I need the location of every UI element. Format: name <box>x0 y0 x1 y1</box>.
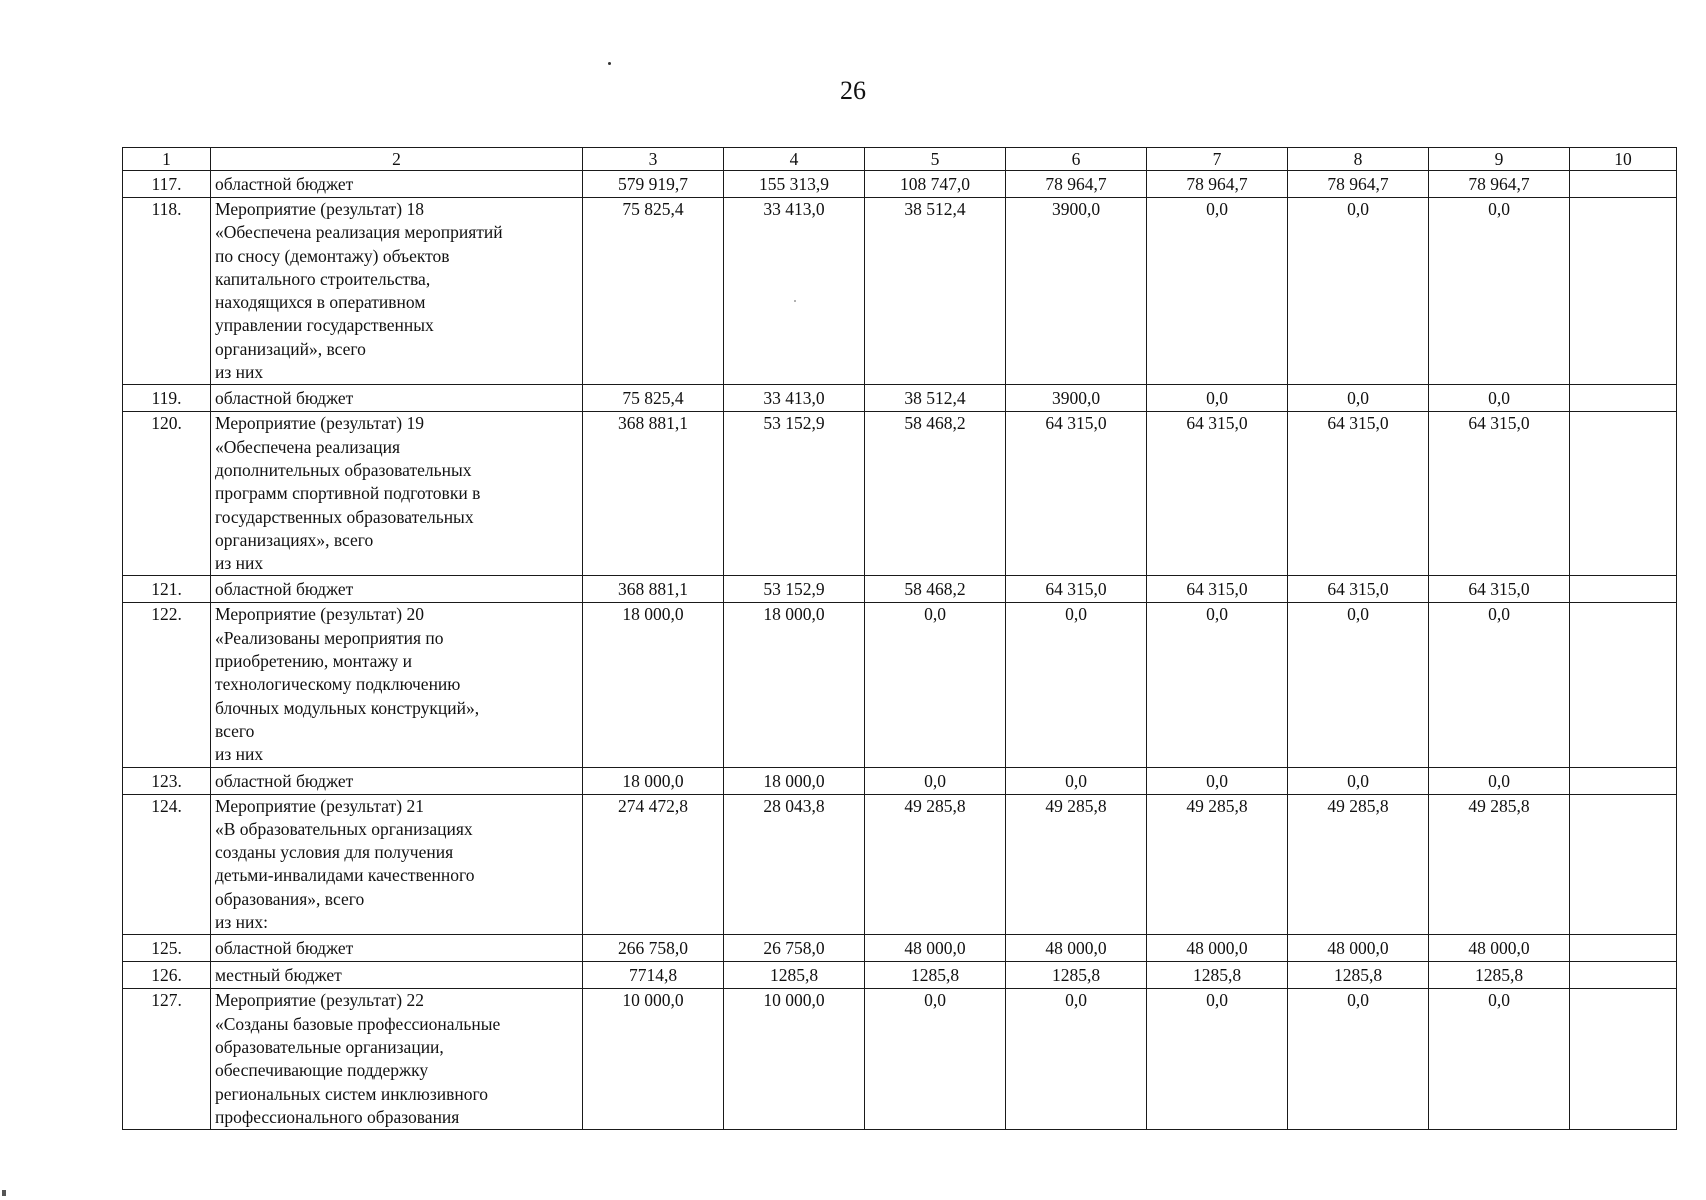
value-cell: 266 758,0 <box>583 935 724 962</box>
value-cell: 0,0 <box>1147 603 1288 767</box>
value-cell: 78 964,7 <box>1429 171 1570 198</box>
row-description <box>211 412 583 576</box>
value-cell: 33 413,0 <box>724 385 865 412</box>
table-row <box>123 767 1677 794</box>
row-number: 119. <box>123 385 211 412</box>
value-cell: 49 285,8 <box>1006 794 1147 935</box>
description-line: Мероприятие (результат) 18 <box>215 199 424 219</box>
value-cell: 48 000,0 <box>1006 935 1147 962</box>
description-line: региональных систем инклюзивного <box>215 1083 489 1104</box>
description-line: профессионального образования <box>215 1106 460 1127</box>
column-header: 4 <box>724 148 865 171</box>
value-cell: 0,0 <box>865 767 1006 794</box>
description-line: приобретению, монтажу и <box>215 651 413 672</box>
value-cell: 58 468,2 <box>865 576 1006 603</box>
value-cell: 0,0 <box>865 989 1006 1130</box>
value-cell: 108 747,0 <box>865 171 1006 198</box>
value-cell: 0,0 <box>1429 989 1570 1130</box>
description-line: из них: <box>215 912 268 933</box>
value-cell: 49 285,8 <box>865 794 1006 935</box>
description-line: «Созданы базовые профессиональные <box>215 1013 501 1034</box>
description-line: областной бюджет <box>215 579 354 600</box>
table-body <box>123 148 1677 1130</box>
value-cell: 0,0 <box>1429 198 1570 385</box>
value-cell <box>1570 412 1677 576</box>
row-number: 120. <box>123 412 211 576</box>
value-cell <box>1570 385 1677 412</box>
description-line: блочных модульных конструкций», <box>215 697 480 718</box>
row-number: 123. <box>123 767 211 794</box>
description-line: «Обеспечена реализация <box>215 436 401 457</box>
value-cell: 0,0 <box>1147 385 1288 412</box>
description-line: «Реализованы мероприятия по <box>215 627 444 648</box>
value-cell: 48 000,0 <box>1429 935 1570 962</box>
value-cell: 48 000,0 <box>1147 935 1288 962</box>
value-cell: 10 000,0 <box>583 989 724 1130</box>
value-cell: 48 000,0 <box>1288 935 1429 962</box>
row-number: 126. <box>123 962 211 989</box>
value-cell: 0,0 <box>865 603 1006 767</box>
row-description <box>211 935 583 962</box>
value-cell <box>1570 171 1677 198</box>
value-cell: 0,0 <box>1006 767 1147 794</box>
description-line: капитального строительства, <box>215 268 431 289</box>
description-line: государственных образовательных <box>215 506 474 527</box>
value-cell: 53 152,9 <box>724 576 865 603</box>
description-line: технологическому подключению <box>215 674 461 695</box>
value-cell: 1285,8 <box>1288 962 1429 989</box>
description-line: организаций», всего <box>215 338 366 359</box>
value-cell <box>1570 576 1677 603</box>
column-header: 10 <box>1570 148 1677 171</box>
value-cell: 49 285,8 <box>1288 794 1429 935</box>
page-number: 26 <box>840 76 866 105</box>
table-row <box>123 989 1677 1130</box>
value-cell: 78 964,7 <box>1147 171 1288 198</box>
table-row <box>123 198 1677 385</box>
description-line: Мероприятие (результат) 22 <box>215 990 424 1011</box>
row-description <box>211 198 583 385</box>
value-cell: 0,0 <box>1147 989 1288 1130</box>
value-cell: 38 512,4 <box>865 198 1006 385</box>
row-description <box>211 767 583 794</box>
row-number: 127. <box>123 989 211 1130</box>
description-line: управлении государственных <box>215 315 434 336</box>
value-cell: 1285,8 <box>1006 962 1147 989</box>
description-line: областной бюджет <box>215 388 354 409</box>
value-cell: 0,0 <box>1288 385 1429 412</box>
value-cell <box>1570 935 1677 962</box>
value-cell: 78 964,7 <box>1288 171 1429 198</box>
description-line: детьми-инвалидами качественного <box>215 865 475 886</box>
description-line: Мероприятие (результат) 20 <box>215 604 424 625</box>
value-cell: 1285,8 <box>724 962 865 989</box>
description-line: всего <box>215 720 255 741</box>
table-row <box>123 412 1677 576</box>
value-cell: 78 964,7 <box>1006 171 1147 198</box>
column-header: 6 <box>1006 148 1147 171</box>
row-number: 122. <box>123 603 211 767</box>
value-cell: 155 313,9 <box>724 171 865 198</box>
table-row <box>123 385 1677 412</box>
row-description <box>211 794 583 935</box>
value-cell: 0,0 <box>1429 767 1570 794</box>
value-cell: 64 315,0 <box>1429 412 1570 576</box>
value-cell: 75 825,4 <box>583 385 724 412</box>
header-row <box>123 148 1677 171</box>
row-description <box>211 385 583 412</box>
value-cell: 18 000,0 <box>724 767 865 794</box>
value-cell: 0,0 <box>1288 767 1429 794</box>
column-header: 1 <box>123 148 211 171</box>
column-header: 5 <box>865 148 1006 171</box>
table-row <box>123 794 1677 935</box>
table-row <box>123 603 1677 767</box>
row-description <box>211 962 583 989</box>
value-cell <box>1570 603 1677 767</box>
value-cell: 64 315,0 <box>1147 576 1288 603</box>
description-line: «Обеспечена реализация мероприятий <box>215 222 503 243</box>
description-line: программ спортивной подготовки в <box>215 483 481 504</box>
value-cell: 26 758,0 <box>724 935 865 962</box>
column-header: 2 <box>211 148 583 171</box>
value-cell: 1285,8 <box>865 962 1006 989</box>
row-number: 121. <box>123 576 211 603</box>
value-cell: 7714,8 <box>583 962 724 989</box>
value-cell <box>1570 989 1677 1130</box>
scan-edge-mark <box>2 1190 6 1196</box>
row-description <box>211 171 583 198</box>
description-line: «В образовательных организациях <box>215 818 473 839</box>
row-description <box>211 603 583 767</box>
value-cell: 0,0 <box>1147 198 1288 385</box>
description-line: из них <box>215 744 264 765</box>
column-header: 7 <box>1147 148 1288 171</box>
value-cell: 368 881,1 <box>583 576 724 603</box>
value-cell: 64 315,0 <box>1288 412 1429 576</box>
column-header: 3 <box>583 148 724 171</box>
value-cell: 28 043,8 <box>724 794 865 935</box>
value-cell: 0,0 <box>1288 989 1429 1130</box>
column-header: 8 <box>1288 148 1429 171</box>
value-cell: 3900,0 <box>1006 385 1147 412</box>
table-row <box>123 576 1677 603</box>
description-line: образовательные организации, <box>215 1036 444 1057</box>
value-cell: 10 000,0 <box>724 989 865 1130</box>
value-cell: 18 000,0 <box>583 767 724 794</box>
value-cell: 49 285,8 <box>1429 794 1570 935</box>
value-cell: 64 315,0 <box>1147 412 1288 576</box>
value-cell: 18 000,0 <box>724 603 865 767</box>
value-cell: 0,0 <box>1288 198 1429 385</box>
description-line: образования», всего <box>215 888 365 909</box>
description-line: из них <box>215 362 264 383</box>
value-cell <box>1570 962 1677 989</box>
value-cell <box>1570 794 1677 935</box>
value-cell: 579 919,7 <box>583 171 724 198</box>
value-cell: 58 468,2 <box>865 412 1006 576</box>
row-description <box>211 576 583 603</box>
scan-speck <box>608 62 611 65</box>
table-row <box>123 171 1677 198</box>
value-cell: 0,0 <box>1006 603 1147 767</box>
value-cell: 48 000,0 <box>865 935 1006 962</box>
description-line: областной бюджет <box>215 174 354 194</box>
row-number: 125. <box>123 935 211 962</box>
description-line: Мероприятие (результат) 19 <box>215 413 424 434</box>
value-cell <box>1570 198 1677 385</box>
value-cell: 0,0 <box>1429 385 1570 412</box>
row-description <box>211 989 583 1130</box>
description-line: по сносу (демонтажу) объектов <box>215 245 450 266</box>
value-cell: 1285,8 <box>1147 962 1288 989</box>
description-line: из них <box>215 553 264 574</box>
budget-table <box>122 147 1677 1130</box>
value-cell: 64 315,0 <box>1429 576 1570 603</box>
value-cell: 49 285,8 <box>1147 794 1288 935</box>
value-cell: 18 000,0 <box>583 603 724 767</box>
table-row <box>123 962 1677 989</box>
description-line: организациях», всего <box>215 529 374 550</box>
value-cell: 368 881,1 <box>583 412 724 576</box>
row-number: 117. <box>123 171 211 198</box>
column-header: 9 <box>1429 148 1570 171</box>
value-cell: 3900,0 <box>1006 198 1147 385</box>
value-cell: 64 315,0 <box>1006 576 1147 603</box>
value-cell: 0,0 <box>1006 989 1147 1130</box>
value-cell: 64 315,0 <box>1006 412 1147 576</box>
description-line: местный бюджет <box>215 965 342 986</box>
value-cell: 33 413,0 <box>724 198 865 385</box>
value-cell: 0,0 <box>1429 603 1570 767</box>
value-cell: 64 315,0 <box>1288 576 1429 603</box>
row-number: 118. <box>123 198 211 385</box>
description-line: Мероприятие (результат) 21 <box>215 795 424 816</box>
value-cell: 0,0 <box>1147 767 1288 794</box>
value-cell <box>1570 767 1677 794</box>
description-line: областной бюджет <box>215 770 354 791</box>
description-line: созданы условия для получения <box>215 842 454 863</box>
description-line: областной бюджет <box>215 938 354 959</box>
row-number: 124. <box>123 794 211 935</box>
description-line: обеспечивающие поддержку <box>215 1060 429 1081</box>
description-line: находящихся в оперативном <box>215 292 426 313</box>
description-line: дополнительных образовательных <box>215 459 472 480</box>
table-row <box>123 935 1677 962</box>
value-cell: 53 152,9 <box>724 412 865 576</box>
value-cell: 0,0 <box>1288 603 1429 767</box>
value-cell: 38 512,4 <box>865 385 1006 412</box>
value-cell: 75 825,4 <box>583 198 724 385</box>
value-cell: 274 472,8 <box>583 794 724 935</box>
value-cell: 1285,8 <box>1429 962 1570 989</box>
